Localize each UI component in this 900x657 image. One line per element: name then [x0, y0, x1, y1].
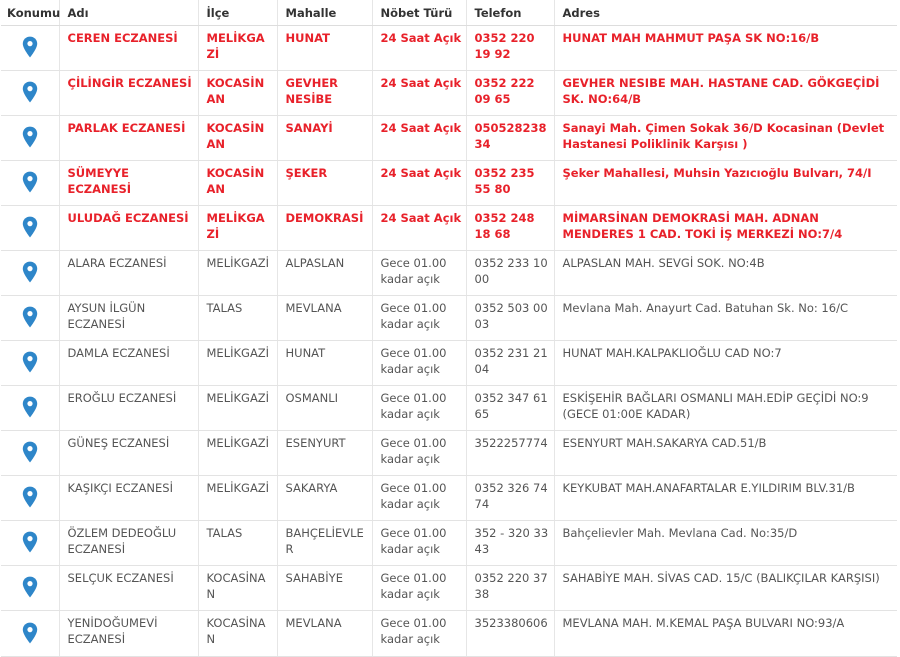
location-cell[interactable]: [1, 386, 59, 431]
map-pin-dot: [27, 627, 32, 632]
pharmacy-name: EROĞLU ECZANESİ: [59, 386, 198, 431]
pharmacy-nobet-turu: 24 Saat Açık: [372, 206, 466, 251]
pharmacy-telefon: 05052823834: [466, 116, 554, 161]
location-cell[interactable]: [1, 251, 59, 296]
pharmacy-name: ÇİLİNGİR ECZANESİ: [59, 71, 198, 116]
map-pin-dot: [27, 401, 32, 406]
table-row: [1, 161, 897, 206]
map-pin-shape: [23, 487, 37, 508]
location-cell[interactable]: [1, 26, 59, 71]
pharmacy-adres: Bahçelievler Mah. Mevlana Cad. No:35/D: [554, 521, 897, 566]
pharmacy-telefon: 0352 235 55 80: [466, 161, 554, 206]
pharmacy-name: AYSUN İLGÜN ECZANESİ: [59, 296, 198, 341]
pharmacy-telefon: 0352 233 10 00: [466, 251, 554, 296]
location-cell[interactable]: [1, 341, 59, 386]
pharmacy-name: ÖZLEM DEDEOĞLU ECZANESİ: [59, 521, 198, 566]
location-cell[interactable]: [1, 296, 59, 341]
table-row: [1, 206, 897, 251]
table-row: [1, 296, 897, 341]
map-pin-icon[interactable]: [22, 531, 38, 553]
pharmacy-adres: HUNAT MAH.KALPAKLIOĞLU CAD NO:7: [554, 341, 897, 386]
pharmacy-nobet-turu: 24 Saat Açık: [372, 116, 466, 161]
map-pin-shape: [23, 262, 37, 283]
pharmacy-adres: ALPASLAN MAH. SEVGİ SOK. NO:4B: [554, 251, 897, 296]
pharmacy-ilce: TALAS: [198, 296, 277, 341]
pharmacy-mahalle: SANAYİ: [277, 116, 372, 161]
map-pin-shape: [23, 37, 37, 58]
pharmacy-adres: Sanayi Mah. Çimen Sokak 36/D Kocasinan (Devlet Hastanesi Poliklinik Karşısı ): [554, 116, 897, 161]
pharmacy-adres: MEVLANA MAH. M.KEMAL PAŞA BULVARI NO:93/A: [554, 611, 897, 657]
location-cell[interactable]: [1, 206, 59, 251]
table-row: [1, 521, 897, 566]
table-row: [1, 431, 897, 476]
map-pin-dot: [27, 311, 32, 316]
map-pin-icon[interactable]: [22, 171, 38, 193]
map-pin-icon[interactable]: [22, 81, 38, 103]
header-konum: Konumu: [1, 0, 59, 26]
pharmacy-nobet-turu: Gece 01.00 kadar açık: [372, 521, 466, 566]
pharmacy-nobet-turu: Gece 01.00 kadar açık: [372, 341, 466, 386]
pharmacy-mahalle: OSMANLI: [277, 386, 372, 431]
map-pin-icon[interactable]: [22, 36, 38, 58]
map-pin-shape: [23, 82, 37, 103]
pharmacy-adres: HUNAT MAH MAHMUT PAŞA SK NO:16/B: [554, 26, 897, 71]
pharmacy-mahalle: MEVLANA: [277, 611, 372, 657]
map-pin-dot: [27, 266, 32, 271]
pharmacy-telefon: 3522257774: [466, 431, 554, 476]
location-cell[interactable]: [1, 521, 59, 566]
map-pin-dot: [27, 491, 32, 496]
pharmacy-nobet-turu: Gece 01.00 kadar açık: [372, 251, 466, 296]
location-cell[interactable]: [1, 116, 59, 161]
map-pin-icon[interactable]: [22, 126, 38, 148]
pharmacy-telefon: 0352 326 74 74: [466, 476, 554, 521]
map-pin-shape: [23, 532, 37, 553]
pharmacy-adres: KEYKUBAT MAH.ANAFARTALAR E.YILDIRIM BLV.31/B: [554, 476, 897, 521]
map-pin-dot: [27, 176, 32, 181]
location-cell[interactable]: [1, 611, 59, 657]
location-cell[interactable]: [1, 431, 59, 476]
location-cell[interactable]: [1, 566, 59, 611]
pharmacy-mahalle: SAHABİYE: [277, 566, 372, 611]
map-pin-dot: [27, 41, 32, 46]
table-row: [1, 386, 897, 431]
map-pin-shape: [23, 307, 37, 328]
pharmacy-mahalle: GEVHER NESİBE: [277, 71, 372, 116]
map-pin-shape: [23, 352, 37, 373]
pharmacy-telefon: 0352 222 09 65: [466, 71, 554, 116]
map-pin-dot: [27, 86, 32, 91]
pharmacy-ilce: MELİKGAZİ: [198, 341, 277, 386]
map-pin-icon[interactable]: [22, 216, 38, 238]
map-pin-shape: [23, 442, 37, 463]
pharmacy-telefon: 0352 248 18 68: [466, 206, 554, 251]
map-pin-dot: [27, 356, 32, 361]
pharmacy-telefon: 0352 231 21 04: [466, 341, 554, 386]
pharmacy-name: YENİDOĞUMEVİ ECZANESİ: [59, 611, 198, 657]
map-pin-icon[interactable]: [22, 351, 38, 373]
table-row: [1, 26, 897, 71]
pharmacy-ilce: KOCASİNAN: [198, 566, 277, 611]
table-row: [1, 71, 897, 116]
pharmacy-telefon: 0352 220 19 92: [466, 26, 554, 71]
location-cell[interactable]: [1, 161, 59, 206]
pharmacy-ilce: MELİKGAZİ: [198, 206, 277, 251]
pharmacy-ilce: KOCASİNAN: [198, 71, 277, 116]
pharmacy-telefon: 352 - 320 33 43: [466, 521, 554, 566]
pharmacy-mahalle: HUNAT: [277, 26, 372, 71]
table-row: [1, 341, 897, 386]
header-ilce: İlçe: [198, 0, 277, 26]
pharmacy-adres: ESENYURT MAH.SAKARYA CAD.51/B: [554, 431, 897, 476]
pharmacy-nobet-turu: Gece 01.00 kadar açık: [372, 566, 466, 611]
pharmacy-ilce: TALAS: [198, 521, 277, 566]
pharmacy-adres: SAHABİYE MAH. SİVAS CAD. 15/C (BALIKÇILAR KARŞISI): [554, 566, 897, 611]
pharmacy-telefon: 0352 347 61 65: [466, 386, 554, 431]
map-pin-icon[interactable]: [22, 441, 38, 463]
pharmacy-name: SELÇUK ECZANESİ: [59, 566, 198, 611]
table-header: [1, 0, 897, 26]
map-pin-icon[interactable]: [22, 486, 38, 508]
header-nobet-turu: Nöbet Türü: [372, 0, 466, 26]
pharmacy-mahalle: ALPASLAN: [277, 251, 372, 296]
table-row: [1, 476, 897, 521]
pharmacy-mahalle: HUNAT: [277, 341, 372, 386]
pharmacy-nobet-turu: Gece 01.00 kadar açık: [372, 431, 466, 476]
map-pin-shape: [23, 577, 37, 598]
pharmacy-nobet-turu: Gece 01.00 kadar açık: [372, 611, 466, 657]
pharmacy-nobet-turu: Gece 01.00 kadar açık: [372, 476, 466, 521]
table-row: [1, 116, 897, 161]
pharmacy-adres: MİMARSİNAN DEMOKRASİ MAH. ADNAN MENDERES 1 CAD. TOKİ İŞ MERKEZİ NO:7/4: [554, 206, 897, 251]
pharmacy-telefon: 0352 220 37 38: [466, 566, 554, 611]
header-adi: Adı: [59, 0, 198, 26]
pharmacy-ilce: KOCASİNAN: [198, 161, 277, 206]
pharmacy-table: [1, 0, 897, 657]
pharmacy-mahalle: BAHÇELİEVLER: [277, 521, 372, 566]
pharmacy-name: DAMLA ECZANESİ: [59, 341, 198, 386]
pharmacy-name: KAŞIKÇI ECZANESİ: [59, 476, 198, 521]
map-pin-dot: [27, 221, 32, 226]
pharmacy-nobet-turu: 24 Saat Açık: [372, 71, 466, 116]
map-pin-icon[interactable]: [22, 261, 38, 283]
header-mahalle: Mahalle: [277, 0, 372, 26]
map-pin-icon[interactable]: [22, 576, 38, 598]
map-pin-dot: [27, 446, 32, 451]
pharmacy-adres: ESKİŞEHİR BAĞLARI OSMANLI MAH.EDİP GEÇİDİ NO:9 (GECE 01:00E KADAR): [554, 386, 897, 431]
pharmacy-name: GÜNEŞ ECZANESİ: [59, 431, 198, 476]
pharmacy-name: CEREN ECZANESİ: [59, 26, 198, 71]
pharmacy-nobet-turu: 24 Saat Açık: [372, 161, 466, 206]
pharmacy-nobet-turu: Gece 01.00 kadar açık: [372, 386, 466, 431]
pharmacy-name: PARLAK ECZANESİ: [59, 116, 198, 161]
pharmacy-ilce: MELİKGAZİ: [198, 386, 277, 431]
map-pin-shape: [23, 172, 37, 193]
map-pin-shape: [23, 622, 37, 643]
header-adres: Adres: [554, 0, 897, 26]
map-pin-dot: [27, 581, 32, 586]
header-telefon: Telefon: [466, 0, 554, 26]
pharmacy-name: ALARA ECZANESİ: [59, 251, 198, 296]
pharmacy-ilce: KOCASİNAN: [198, 611, 277, 657]
map-pin-shape: [23, 397, 37, 418]
pharmacy-name: SÜMEYYE ECZANESİ: [59, 161, 198, 206]
pharmacy-ilce: MELİKGAZİ: [198, 476, 277, 521]
map-pin-shape: [23, 217, 37, 238]
pharmacy-mahalle: MEVLANA: [277, 296, 372, 341]
map-pin-dot: [27, 131, 32, 136]
pharmacy-adres: GEVHER NESIBE MAH. HASTANE CAD. GÖKGEÇİDİ SK. NO:64/B: [554, 71, 897, 116]
map-pin-shape: [23, 127, 37, 148]
pharmacy-adres: Mevlana Mah. Anayurt Cad. Batuhan Sk. No: 16/C: [554, 296, 897, 341]
map-pin-icon[interactable]: [22, 306, 38, 328]
map-pin-dot: [27, 536, 32, 541]
location-cell[interactable]: [1, 476, 59, 521]
map-pin-icon[interactable]: [22, 622, 38, 644]
pharmacy-nobet-turu: Gece 01.00 kadar açık: [372, 296, 466, 341]
location-cell[interactable]: [1, 71, 59, 116]
pharmacy-mahalle: SAKARYA: [277, 476, 372, 521]
map-pin-icon[interactable]: [22, 396, 38, 418]
pharmacy-mahalle: ŞEKER: [277, 161, 372, 206]
pharmacy-ilce: MELİKGAZİ: [198, 26, 277, 71]
pharmacy-ilce: KOCASİNAN: [198, 116, 277, 161]
pharmacy-ilce: MELİKGAZİ: [198, 251, 277, 296]
table-row: [1, 251, 897, 296]
pharmacy-telefon: 0352 503 00 03: [466, 296, 554, 341]
pharmacy-adres: Şeker Mahallesi, Muhsin Yazıcıoğlu Bulvarı, 74/I: [554, 161, 897, 206]
pharmacy-nobet-turu: 24 Saat Açık: [372, 26, 466, 71]
pharmacy-telefon: 3523380606: [466, 611, 554, 657]
pharmacy-mahalle: DEMOKRASİ: [277, 206, 372, 251]
pharmacy-ilce: MELİKGAZİ: [198, 431, 277, 476]
pharmacy-name: ULUDAĞ ECZANESİ: [59, 206, 198, 251]
pharmacy-mahalle: ESENYURT: [277, 431, 372, 476]
table-row: [1, 566, 897, 611]
table-row: [1, 611, 897, 657]
